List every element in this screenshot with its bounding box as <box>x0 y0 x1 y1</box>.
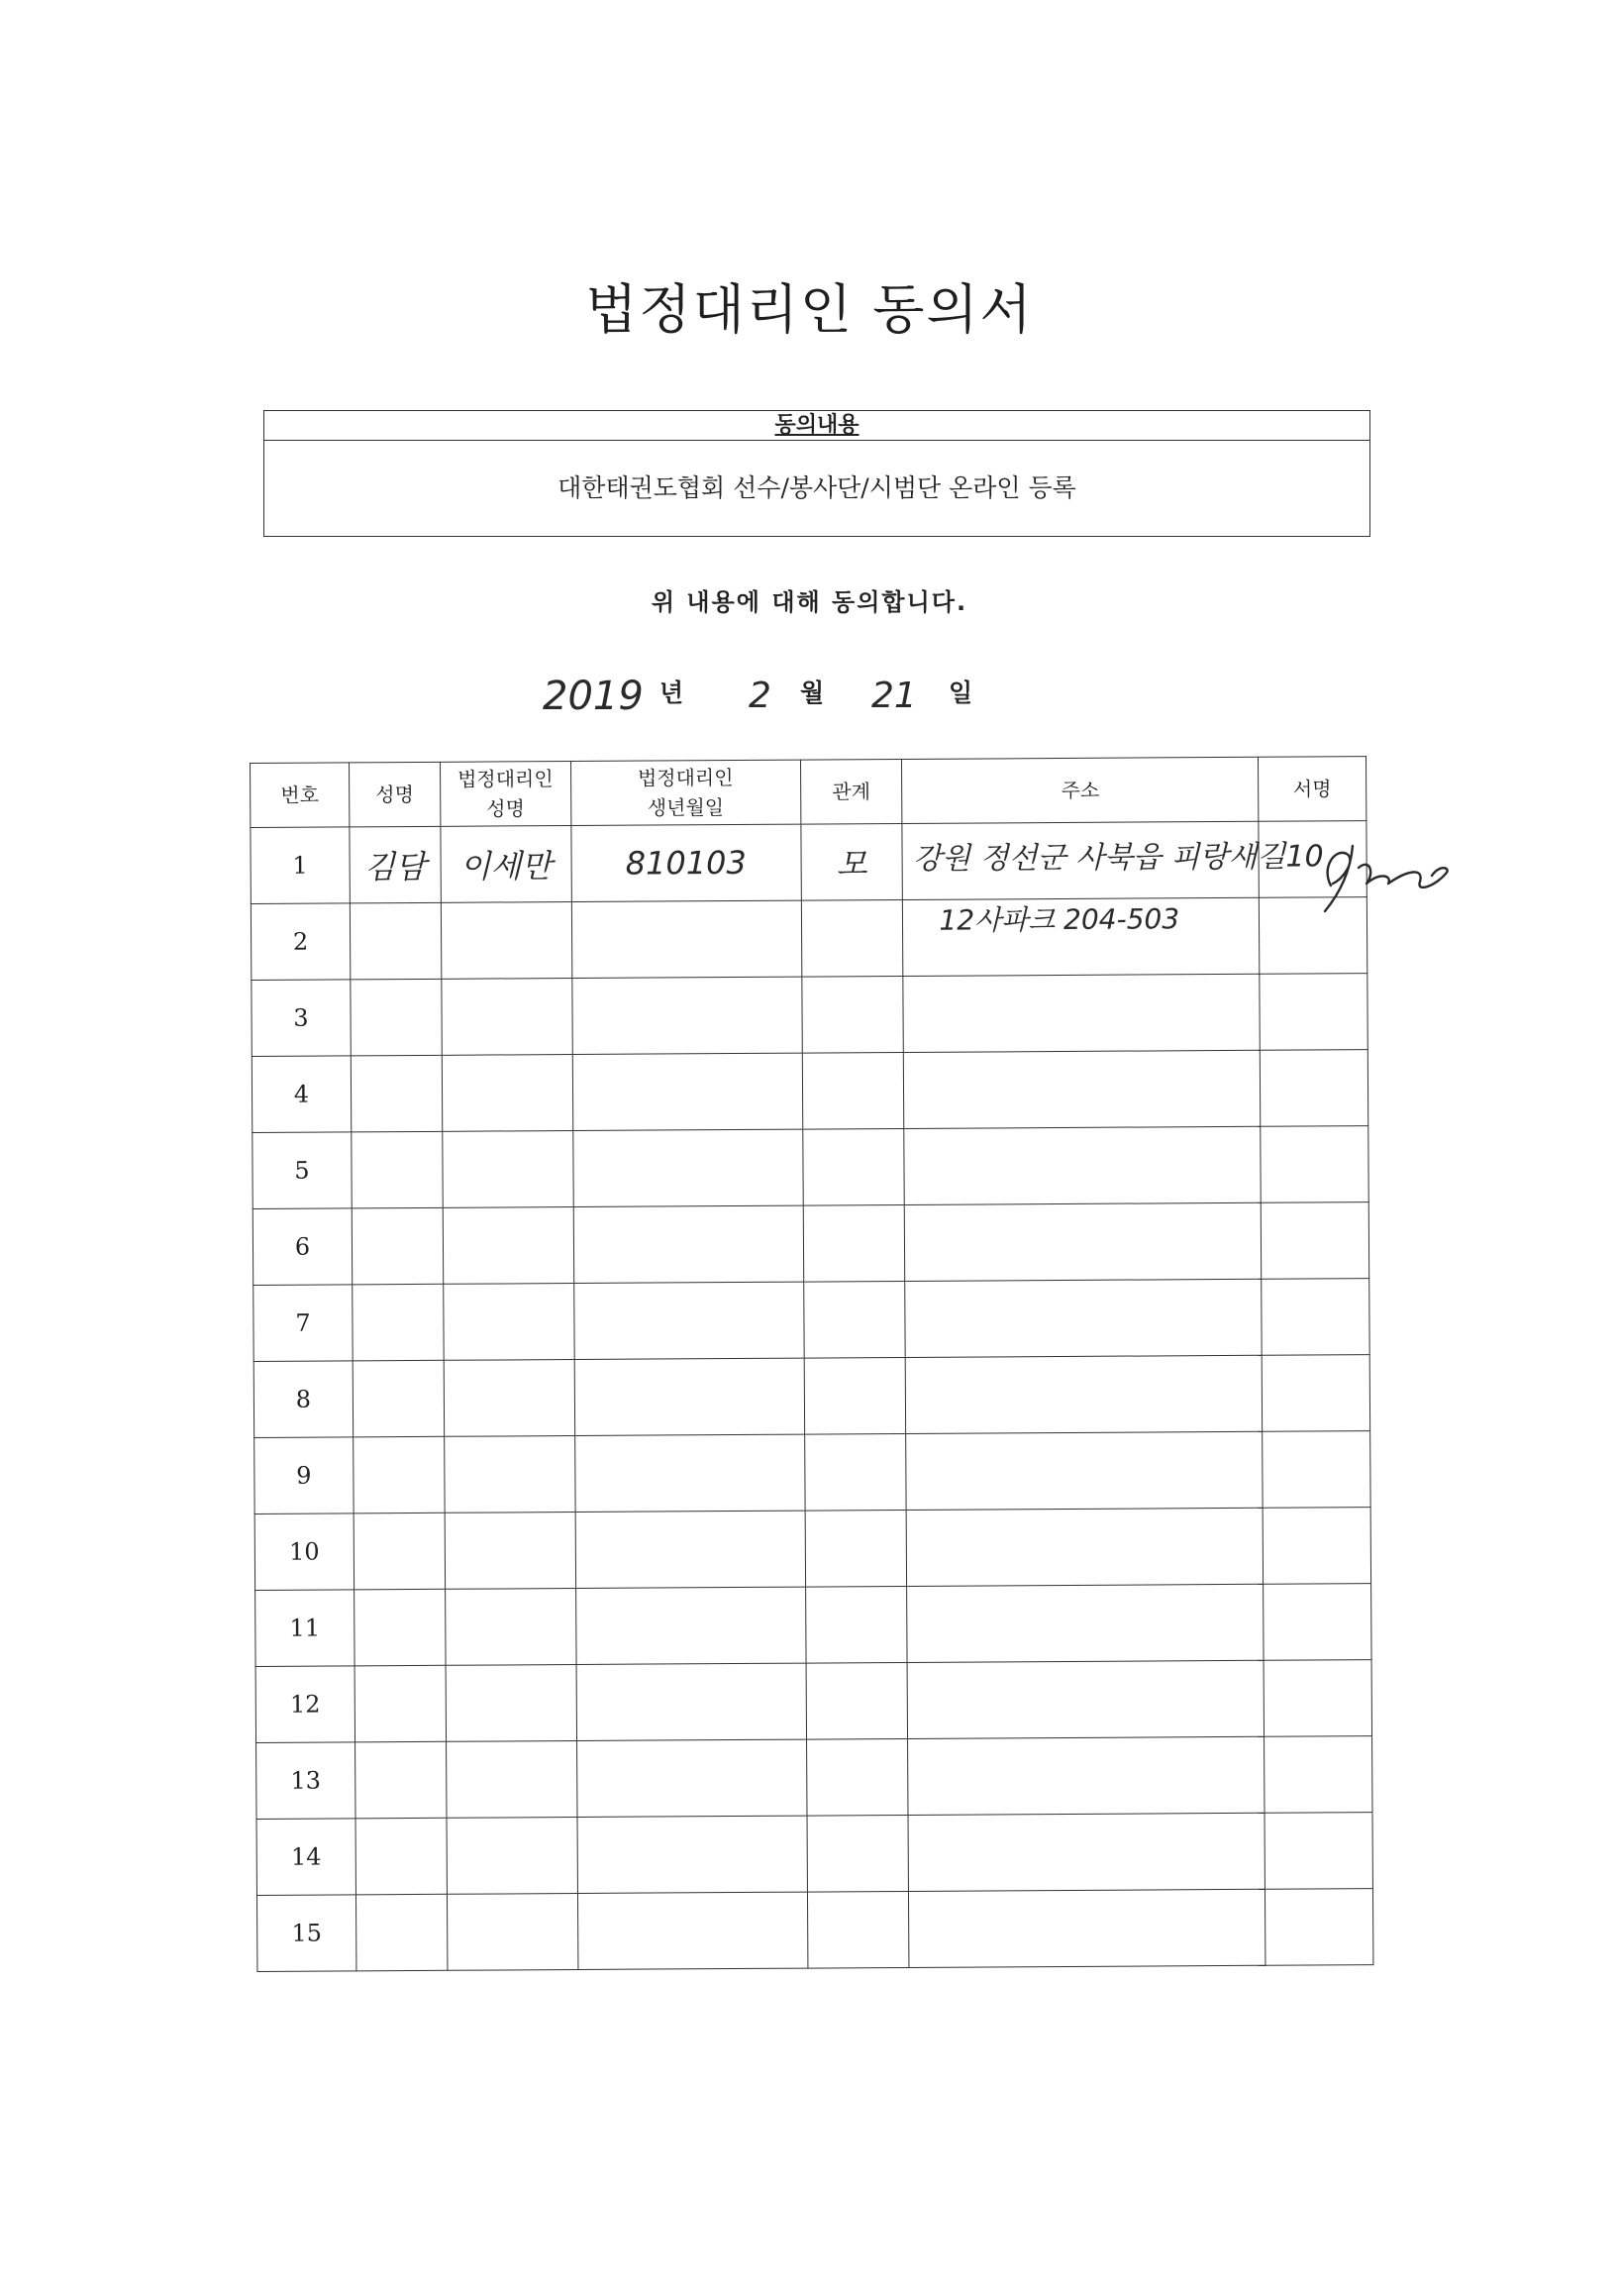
header-address: 주소 <box>902 757 1259 823</box>
header-signature: 서명 <box>1259 757 1366 822</box>
row-guardian-birth <box>577 1816 807 1893</box>
row-address <box>908 1736 1265 1815</box>
row-no: 13 <box>256 1742 355 1820</box>
row-relation <box>806 1738 908 1816</box>
date-line <box>0 662 1619 721</box>
row-guardian-birth <box>575 1587 805 1664</box>
row-guardian-name <box>446 1665 576 1742</box>
row-no: 1 <box>251 827 350 904</box>
row-address <box>908 1813 1265 1891</box>
row-guardian-name <box>443 1207 573 1285</box>
row-relation <box>803 1281 905 1358</box>
row-name <box>355 1818 447 1895</box>
row-no: 3 <box>252 980 351 1057</box>
row-address <box>907 1584 1264 1662</box>
table-row <box>253 1202 1368 1286</box>
table-row <box>252 974 1367 1057</box>
row-no: 8 <box>253 1361 353 1438</box>
row-signature <box>1265 1736 1372 1814</box>
row-relation: 모 <box>800 823 902 900</box>
row-guardian-birth <box>573 1282 803 1359</box>
row-name <box>355 1894 447 1971</box>
header-guardian-name <box>440 762 570 827</box>
row-guardian-birth <box>571 900 801 978</box>
row-relation <box>802 1128 904 1205</box>
row-relation <box>801 976 903 1053</box>
row-guardian-birth <box>574 1358 804 1435</box>
row-guardian-name <box>444 1360 574 1437</box>
agreement-statement: 위 내용에 대해 동의합니다. <box>651 588 968 616</box>
row-guardian-birth <box>577 1892 807 1969</box>
row-signature <box>1265 1889 1373 1966</box>
row-guardian-name <box>445 1513 575 1590</box>
row-guardian-birth <box>576 1663 806 1740</box>
table-row <box>256 1736 1372 1820</box>
row-guardian-name <box>447 1817 577 1894</box>
row-no: 12 <box>255 1666 354 1743</box>
row-guardian-name <box>444 1436 574 1513</box>
date-year: 2019 <box>543 674 644 719</box>
date-day: 21 <box>871 676 917 716</box>
row-guardian-birth <box>576 1739 806 1817</box>
row-guardian-birth: 810103 <box>571 824 801 901</box>
row-name: 김담 <box>350 826 441 903</box>
row-signature <box>1260 974 1367 1051</box>
date-day-unit: 일 <box>949 678 973 707</box>
row-relation <box>807 1891 909 1968</box>
row-guardian-name <box>442 979 572 1056</box>
row-signature <box>1262 1355 1369 1432</box>
row-address-line2: 12사파크 204-503 <box>939 902 1180 937</box>
row-guardian-name <box>446 1741 576 1819</box>
row-no: 9 <box>254 1437 354 1514</box>
table-row <box>254 1431 1370 1514</box>
row-guardian-name <box>442 1055 572 1132</box>
table-row <box>254 1508 1370 1591</box>
row-name <box>351 979 442 1056</box>
row-guardian-name <box>445 1589 575 1666</box>
row-no: 11 <box>255 1590 354 1667</box>
row-relation <box>804 1357 906 1434</box>
table-row <box>253 1279 1369 1362</box>
row-no: 7 <box>253 1285 353 1362</box>
row-signature <box>1263 1431 1370 1509</box>
table-row <box>256 1813 1372 1896</box>
row-address <box>904 1050 1261 1128</box>
header-name: 성명 <box>349 762 440 827</box>
table-row <box>252 1050 1367 1133</box>
row-guardian-birth <box>572 977 802 1054</box>
row-address <box>904 1126 1261 1204</box>
table-row <box>251 897 1366 981</box>
row-address <box>906 1431 1263 1510</box>
row-name <box>350 902 441 980</box>
row-name <box>354 1665 446 1742</box>
row-relation <box>801 899 903 977</box>
header-guardian-birth-line2: 생년월일 <box>647 795 725 820</box>
row-guardian-name <box>444 1284 574 1361</box>
row-address-line1: 강원 정선군 사북읍 피랑새길10 <box>912 839 1324 877</box>
row-address <box>908 1660 1265 1738</box>
row-address <box>905 1279 1262 1357</box>
row-name <box>352 1207 443 1285</box>
date-month-unit: 월 <box>800 678 825 707</box>
row-name <box>352 1131 443 1208</box>
row-no: 2 <box>251 903 350 981</box>
row-name <box>353 1360 444 1437</box>
header-guardian-name-line2: 성명 <box>486 796 525 821</box>
row-relation <box>806 1662 908 1739</box>
header-guardian-name-line1: 법정대리인 <box>456 767 554 791</box>
row-guardian-birth <box>575 1511 805 1588</box>
guardian-consent-table <box>250 756 1373 1972</box>
row-signature <box>1260 1050 1367 1127</box>
header-relation: 관계 <box>800 759 902 824</box>
row-name <box>351 1055 442 1132</box>
table-row <box>256 1889 1372 1972</box>
row-name <box>354 1436 445 1513</box>
consent-box <box>263 410 1370 537</box>
row-no: 14 <box>256 1819 355 1896</box>
row-no: 15 <box>256 1895 355 1972</box>
row-name <box>353 1284 444 1361</box>
row-no: 10 <box>254 1513 354 1591</box>
row-guardian-birth <box>572 1129 802 1206</box>
date-month: 2 <box>749 676 771 716</box>
handwritten-signature <box>1313 828 1462 917</box>
row-name <box>354 1513 445 1590</box>
document-title: 법정대리인 동의서 <box>585 278 1034 341</box>
row-relation <box>807 1815 909 1892</box>
row-no: 4 <box>252 1056 351 1133</box>
consent-content: 대한태권도협회 선수/봉사단/시범단 온라인 등록 <box>557 473 1076 502</box>
row-signature <box>1264 1584 1371 1661</box>
row-guardian-birth <box>573 1205 803 1283</box>
row-relation <box>803 1204 905 1282</box>
row-address <box>906 1355 1263 1433</box>
row-relation <box>805 1586 907 1663</box>
row-signature <box>1261 1126 1368 1203</box>
row-relation <box>802 1052 904 1129</box>
table-row <box>253 1126 1368 1209</box>
row-name <box>354 1741 446 1819</box>
row-address <box>907 1508 1264 1586</box>
row-address <box>902 821 1324 937</box>
row-signature <box>1264 1660 1371 1737</box>
row-no: 5 <box>253 1132 352 1209</box>
row-address <box>905 1202 1262 1281</box>
row-guardian-birth <box>572 1053 802 1130</box>
row-relation <box>805 1510 907 1587</box>
table-row <box>253 1355 1369 1438</box>
row-signature <box>1262 1279 1369 1356</box>
row-guardian-name: 이세만 <box>441 826 571 903</box>
consent-heading: 동의내용 <box>264 411 1369 441</box>
row-guardian-birth <box>574 1434 804 1512</box>
header-guardian-birth <box>570 760 800 825</box>
table-row <box>251 821 1366 904</box>
row-address <box>909 1889 1265 1967</box>
table-row <box>255 1584 1371 1667</box>
row-guardian-name <box>441 902 571 980</box>
table-header-row <box>251 757 1366 828</box>
row-signature <box>1261 1202 1368 1280</box>
row-signature <box>1265 1813 1372 1890</box>
row-relation <box>804 1433 906 1511</box>
row-guardian-name <box>447 1893 577 1970</box>
row-guardian-name <box>443 1131 573 1208</box>
header-guardian-birth-line1: 법정대리인 <box>637 766 734 790</box>
date-year-unit: 년 <box>659 678 684 707</box>
header-no: 번호 <box>251 763 350 828</box>
row-no: 6 <box>253 1208 352 1286</box>
table-row <box>255 1660 1371 1743</box>
row-address <box>903 974 1260 1052</box>
row-signature <box>1263 1508 1370 1585</box>
row-name <box>354 1589 446 1666</box>
